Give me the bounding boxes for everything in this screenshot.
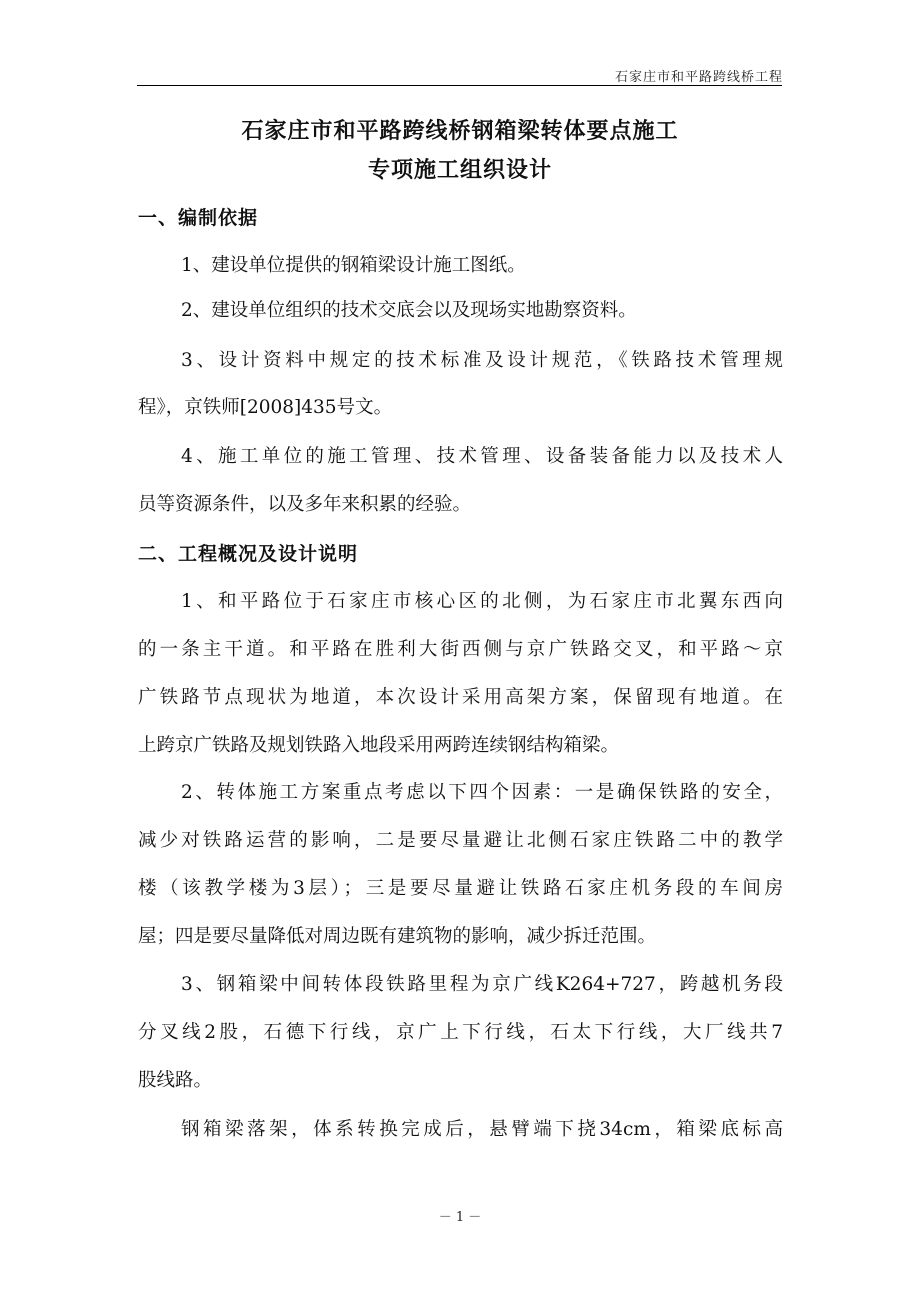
paragraph-line: 的一条主干道。和平路在胜利大街西侧与京广铁路交叉，和平路～京 [138, 639, 783, 660]
paragraph-line: 4、施工单位的施工管理、技术管理、设备装备能力以及技术人 [181, 446, 783, 467]
paragraph-line: 分叉线2股，石德下行线，京广上下行线，石太下行线，大厂线共7 [138, 1022, 783, 1043]
page-number: － 1 － [438, 1210, 482, 1225]
paragraph-line: 2、建设单位组织的技术交底会以及现场实地勘察资料。 [181, 300, 637, 321]
running-header: 石家庄市和平路跨线桥工程 [614, 70, 783, 85]
paragraph-line: 3、设计资料中规定的技术标准及设计规范，《铁路技术管理规 [181, 350, 783, 371]
document-subtitle: 专项施工组织设计 [367, 158, 552, 183]
paragraph-line: 员等资源条件，以及多年来积累的经验。 [138, 494, 472, 515]
paragraph-line: 3、钢箱梁中间转体段铁路里程为京广线K264+727，跨越机务段 [181, 974, 783, 995]
paragraph-line: 程》，京铁师[2008]435号文。 [138, 397, 393, 418]
paragraph-line: 钢箱梁落架，体系转换完成后，悬臂端下挠34cm，箱梁底标高 [181, 1119, 783, 1140]
paragraph-line: 广铁路节点现状为地道，本次设计采用高架方案，保留现有地道。在 [138, 687, 783, 708]
paragraph-line: 屋；四是要尽量降低对周边既有建筑物的影响，减少拆迁范围。 [138, 926, 657, 947]
header-rule [137, 85, 782, 86]
document-title: 石家庄市和平路跨线桥钢箱梁转体要点施工 [241, 119, 679, 144]
section-heading-basis: 一、编制依据 [138, 207, 259, 229]
paragraph-line: 减少对铁路运营的影响，二是要尽量避让北侧石家庄铁路二中的教学 [138, 830, 783, 851]
paragraph-line: 楼（该教学楼为3层）；三是要尽量避让铁路石家庄机务段的车间房 [138, 878, 783, 899]
paragraph-line: 上跨京广铁路及规划铁路入地段采用两跨连续钢结构箱梁。 [138, 735, 620, 756]
paragraph-line: 1、和平路位于石家庄市核心区的北侧，为石家庄市北翼东西向 [181, 591, 783, 612]
paragraph-line: 2、转体施工方案重点考虑以下四个因素：一是确保铁路的安全， [181, 782, 783, 803]
paragraph-line: 1、建设单位提供的钢箱梁设计施工图纸。 [181, 255, 526, 276]
section-heading-overview: 二、工程概况及设计说明 [138, 543, 359, 565]
paragraph-line: 股线路。 [138, 1070, 213, 1091]
